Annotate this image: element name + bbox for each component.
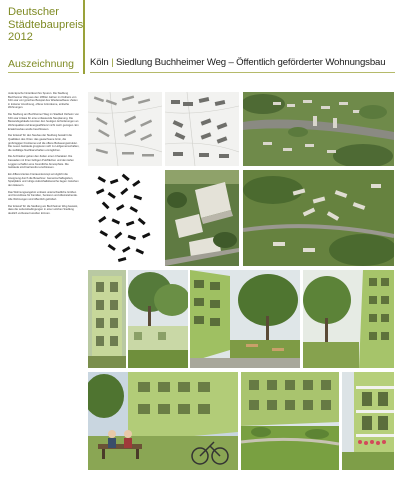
facade-photo	[88, 270, 126, 368]
title-line: Städtebaupreis	[8, 18, 84, 31]
courtyard-photo-3	[303, 270, 394, 368]
paragraph: Die Siedlung am Buchheimer Weg im Stadtteil Ostheim von Köln war Anlass für eine umfassende Neuplanung. Die Bestandsgebäude konnten den heutigen Anforderungen an Wohnqualität und Energieeffizienz nicht mehr genügen. Ein Ersatzneubau wurde beschlossen.	[8, 113, 79, 131]
balcony-photo	[342, 372, 394, 470]
paragraph: Das Wohnungsangebot umfasst unterschiedliche Größen und Grundrisse für Familien, Senioren und Alleinstehende. Alle Wohnungen sind öffentlich gefördert.	[8, 190, 78, 201]
paragraph: Jede Epoche hinterlässt ihre Spuren. Die Siedlung Buchheimer Weg aus den 1950er Jahren im Ostheim von Köln war ein typisches Beispiel des Wiederaufbaus: Zeilen in lockerer Anordnung, offene Grünräume, einfache Wohnungen.	[8, 92, 78, 110]
competition-title	[8, 6, 82, 44]
paragraph: Der Entwurf für die Siedlung am Buchheimer Weg beweist, dass die Lebensbedingungen in einer solchen Siedlung deutlich verbessert werden können.	[8, 204, 79, 215]
courtyard-photo-1	[128, 270, 188, 368]
paragraph: Ein differenziertes Freiraumkonzept ermöglicht die Aneignung durch die Bewohner. Gemeinschaftsgärten, Spielplätze und ruhige Aufenthaltsbereiche liegen zwischen den Häusern.	[8, 173, 79, 187]
aerial-photo-1	[243, 92, 394, 166]
aerial-photo-2	[243, 170, 394, 266]
header-rule-right	[90, 72, 395, 73]
description-text	[8, 92, 80, 219]
award-label: Auszeichnung	[8, 58, 74, 70]
paragraph: Der Entwurf für den Neubau der Siedlung bewahrt die Qualitäten des Ortes: das gewachsene Grün, die großzügigen Freiräume und die offene Bebauungsstruktur. Die neuen Gebäude gruppieren sich zu Hofgemeinschaften, die vielfältige Nachbarschaften ermöglichen.	[8, 134, 80, 152]
figure-ground-plan	[88, 170, 162, 266]
headline-city: Köln	[90, 57, 109, 68]
bench-people-photo	[88, 372, 238, 470]
project-headline	[90, 57, 398, 68]
header-rule-left	[8, 72, 79, 73]
title-line: 2012	[8, 31, 33, 43]
paragraph: Die Architektur geben den Zeilen einen Charakter. Die Fassaden mit ihren farbigen Putzflächen und den tiefen Loggien schaffen eine freundliche Atmosphäre. Die Gebäude sind barrierefrei erschlossen.	[8, 155, 74, 170]
site-plan-before	[88, 92, 162, 166]
vertical-divider	[83, 0, 85, 74]
headline-project: Siedlung Buchheimer Weg – Öffentlich geförderter Wohnungsbau	[115, 57, 386, 68]
headline-separator: |	[111, 57, 114, 68]
courtyard-photo-2	[190, 270, 300, 368]
site-plan-after	[165, 92, 239, 166]
aerial-oblique-photo	[165, 170, 239, 266]
garden-lawn-photo	[241, 372, 339, 470]
title-line: Deutscher	[8, 6, 59, 18]
